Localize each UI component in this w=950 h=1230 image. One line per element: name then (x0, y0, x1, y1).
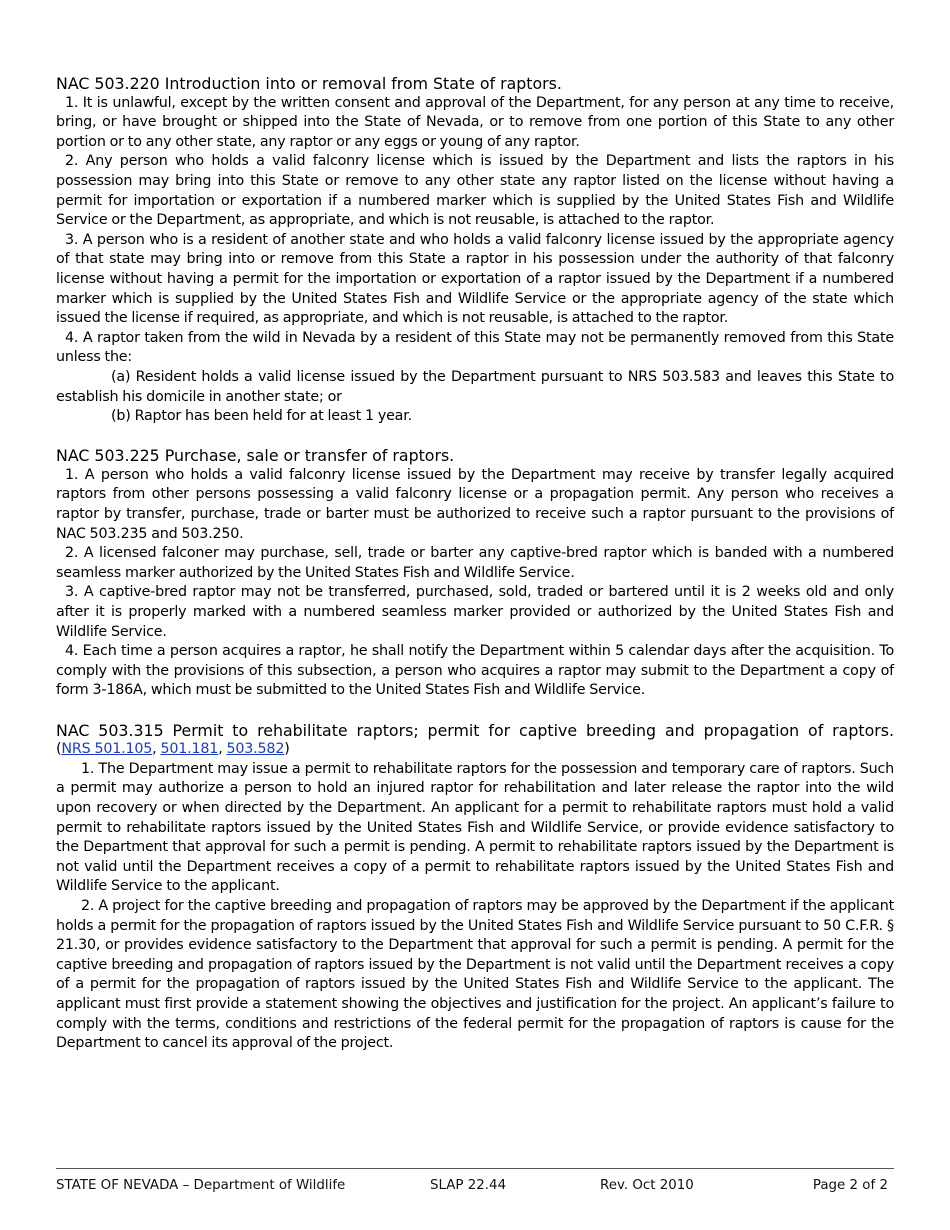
citation-link-503-582[interactable]: 503.582 (226, 741, 285, 758)
paragraph: 1. The Department may issue a permit to rehabilitate raptors for the possession and temporary care of raptors. Such a permit may authorize a person to hold an injured raptor for rehabilitation and later release the raptor into the wild upon recovery or when directed by the Department. An applicant for a permit to rehabilitate raptors must hold a valid permit to rehabilitate raptors issued by the United States Fish and Wildlife Service, or provide evidence satisfactory to the Department that approval for such a permit is pending. A permit to rehabilitate raptors issued by the Department is not valid until the Department receives a copy of a permit to rehabilitate raptors issued by the United States Fish and Wildlife Service to the applicant. (56, 760, 894, 895)
citation-open: ( (56, 741, 62, 758)
paragraph: 1. A person who holds a valid falconry license issued by the Department may receive by transfer legally acquired raptors from other persons possessing a valid falconry license or a propagation permit. Any person who receives a raptor by transfer, purchase, trade or barter must be authorized to receive such a raptor pursuant to the provisions of NAC 503.235 and 503.250. (56, 466, 894, 542)
footer-agency: STATE OF NEVADA – Department of Wildlife (56, 1178, 346, 1193)
section-heading: NAC 503.225 Purchase, sale or transfer of raptors. (56, 446, 455, 466)
footer-page-number: Page 2 of 2 (812, 1178, 888, 1193)
sub-item: (a) Resident holds a valid license issued by the Department pursuant to NRS 503.583 and leaves this State to establish his domicile in another state; or (56, 368, 894, 405)
document-body (56, 74, 894, 1073)
section-nac-503-315 (56, 721, 894, 1054)
footer-revision: Rev. Oct 2010 (600, 1178, 694, 1193)
paragraph: 2. A project for the captive breeding and propagation of raptors may be approved by the Department if the applicant holds a permit for the propagation of raptors issued by the United States Fish and Wildlife Service pursuant to 50 C.F.R. § 21.30, or provides evidence satisfactory to the Department that approval for such a permit is pending. A permit for the captive breeding and propagation of raptors issued by the Department is not valid until the Department receives a copy of a permit for the propagation of raptors issued by the United States Fish and Wildlife Service to the applicant. The applicant must first provide a statement showing the objectives and justification for the project. An applicant’s failure to comply with the terms, conditions and restrictions of the federal permit for the propagation of raptors is cause for the Department to cancel its approval of the project. (56, 897, 894, 1052)
citation-link-nrs-501-105[interactable]: NRS 501.105 (61, 741, 153, 758)
paragraph: 1. It is unlawful, except by the written consent and approval of the Department, for any person at any time to receive, bring, or have brought or shipped into the State of Nevada, or to remove from one portion of this State to any other portion or to any other state, any raptor or any eggs or young of any raptor. (56, 94, 894, 150)
paragraph: 4. A raptor taken from the wild in Nevada by a resident of this State may not be permanently removed from this State unless the: (56, 329, 894, 366)
paragraph: 2. A licensed falconer may purchase, sell, trade or barter any captive-bred raptor which is banded with a numbered seamless marker authorized by the United States Fish and Wildlife Service. (56, 545, 894, 581)
citation-close: ) (284, 741, 290, 758)
footer-rule (56, 1168, 894, 1169)
paragraph: 3. A person who is a resident of another state and who holds a valid falconry license issued by the appropriate agency of that state may bring into or remove from this State a raptor in his possession under the authority of that falconry license without having a permit for the importation or exportation of a raptor issued by the Department if a numbered marker which is supplied by the United States Fish and Wildlife Service or the appropriate agency of the state which issued the license if required, as appropriate, and which is not reusable, is attached to the raptor. (56, 231, 894, 327)
footer-slap-number: SLAP 22.44 (430, 1178, 507, 1193)
sub-item: (b) Raptor has been held for at least 1 year. (111, 408, 412, 425)
section-nac-503-220 (56, 74, 894, 427)
section-nac-503-225 (56, 446, 894, 701)
page-footer (56, 1168, 894, 1196)
paragraph: 2. Any person who holds a valid falconry license which is issued by the Department and lists the raptors in his possession may bring into this State or remove to any other state any raptor listed on the license without having a permit for importation or exportation if a numbered marker which is supplied by the United States Fish and Wildlife Service or the Department, as appropriate, and which is not reusable, is attached to the raptor. (56, 153, 894, 229)
citation-line (56, 740, 894, 760)
citation-link-501-181[interactable]: 501.181 (160, 741, 219, 758)
footer-row (56, 1178, 894, 1196)
paragraph: 4. Each time a person acquires a raptor, he shall notify the Department within 5 calendar days after the acquisition. To comply with the provisions of this subsection, a person who acquires a raptor may submit to the Department a copy of form 3-186A, which must be submitted to the United States Fish and Wildlife Service. (56, 643, 894, 699)
section-heading: NAC 503.220 Introduction into or removal from State of raptors. (56, 74, 562, 93)
citation-separator: , (218, 741, 227, 758)
section-heading: NAC 503.315 Permit to rehabilitate raptors; permit for captive breeding and propagation of raptors. (56, 720, 894, 740)
citation-separator: , (152, 741, 161, 758)
paragraph: 3. A captive-bred raptor may not be transferred, purchased, sold, traded or bartered until it is 2 weeks old and only after it is properly marked with a numbered seamless marker provided or authorized by the United States Fish and Wildlife Service. (56, 584, 894, 640)
